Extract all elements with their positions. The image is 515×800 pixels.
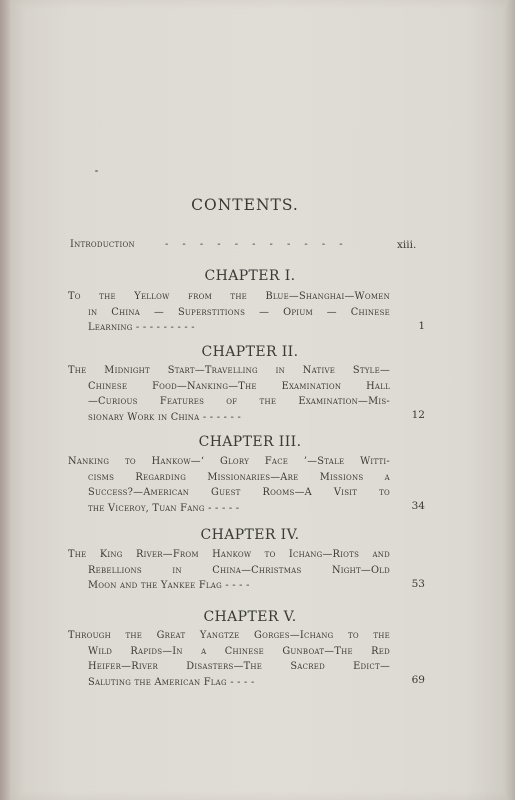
right-page-edge (505, 0, 515, 800)
chapter-2-page: 12 (411, 409, 425, 421)
chapter-1-line-1: To the Yellow from the Blue—Shanghai—Women (68, 291, 390, 302)
chapter-5-page: 69 (411, 674, 425, 686)
chapter-2-line-1: The Midnight Start—Travelling in Native Style— (68, 365, 390, 376)
chapter-4-heading: CHAPTER IV. (200, 527, 300, 543)
chapter-5-heading: CHAPTER V. (203, 609, 297, 625)
chapter-4-page: 53 (411, 578, 425, 590)
chapter-4-line-1: The King River—From Hankow to Ichang—Riots and (68, 549, 390, 560)
chapter-1-line-2: in China — Superstitions — Opium — Chinese (88, 306, 390, 318)
chapter-5-entry (68, 628, 425, 690)
chapter-1-line-3: Learning - - - - - - - - - (88, 322, 195, 333)
chapter-1-entry (68, 289, 425, 336)
chapter-5-line-2: Wild Rapids—In a Chinese Gunboat—The Red (88, 645, 390, 657)
chapter-2-line-4: sionary Work in China - - - - - - (88, 411, 242, 423)
chapter-2-line-2: Chinese Food—Nanking—The Examination Hall (88, 380, 390, 392)
chapter-2-heading: CHAPTER II. (201, 344, 299, 360)
chapter-3-line-3: Success?—American Guest Rooms—A Visit to (88, 487, 390, 498)
left-page-edge (0, 0, 10, 800)
chapter-4-line-3: Moon and the Yankee Flag - - - - (88, 580, 250, 591)
introduction-page: xiii. (397, 239, 417, 251)
chapter-2-entry (68, 363, 425, 425)
chapter-3-page: 34 (411, 500, 425, 512)
chapter-3-entry (68, 454, 425, 516)
chapter-3-heading: CHAPTER III. (198, 434, 302, 450)
introduction-entry (70, 239, 420, 255)
chapter-5-line-3: Heifer—River Disasters—The Sacred Edict— (88, 661, 390, 672)
book-page (10, 0, 505, 800)
chapter-5-line-4: Saluting the American Flag - - - - (88, 676, 255, 688)
chapter-3-line-2: cisms Regarding Missionaries—Are Missions a (88, 471, 390, 483)
chapter-1-heading: CHAPTER I. (204, 268, 296, 284)
chapter-5-line-1: Through the Great Yangtze Gorges—Ichang to the (68, 630, 390, 641)
chapter-4-entry (68, 547, 425, 594)
ink-speck (95, 170, 98, 172)
chapter-3-line-4: the Viceroy, Tuan Fang - - - - - (88, 502, 240, 514)
introduction-label: Introduction (70, 239, 135, 250)
chapter-3-line-1: Nanking to Hankow—‘ Glory Face ’—Stale Witti- (68, 456, 390, 467)
chapter-2-line-3: —Curious Features of the Examination—Mis- (88, 396, 390, 407)
chapter-1-page: 1 (418, 320, 425, 332)
introduction-leader: - - - - - - - - - - - (165, 239, 349, 250)
contents-title: CONTENTS. (191, 196, 299, 214)
chapter-4-line-2: Rebellions in China—Christmas Night—Old (88, 564, 390, 576)
